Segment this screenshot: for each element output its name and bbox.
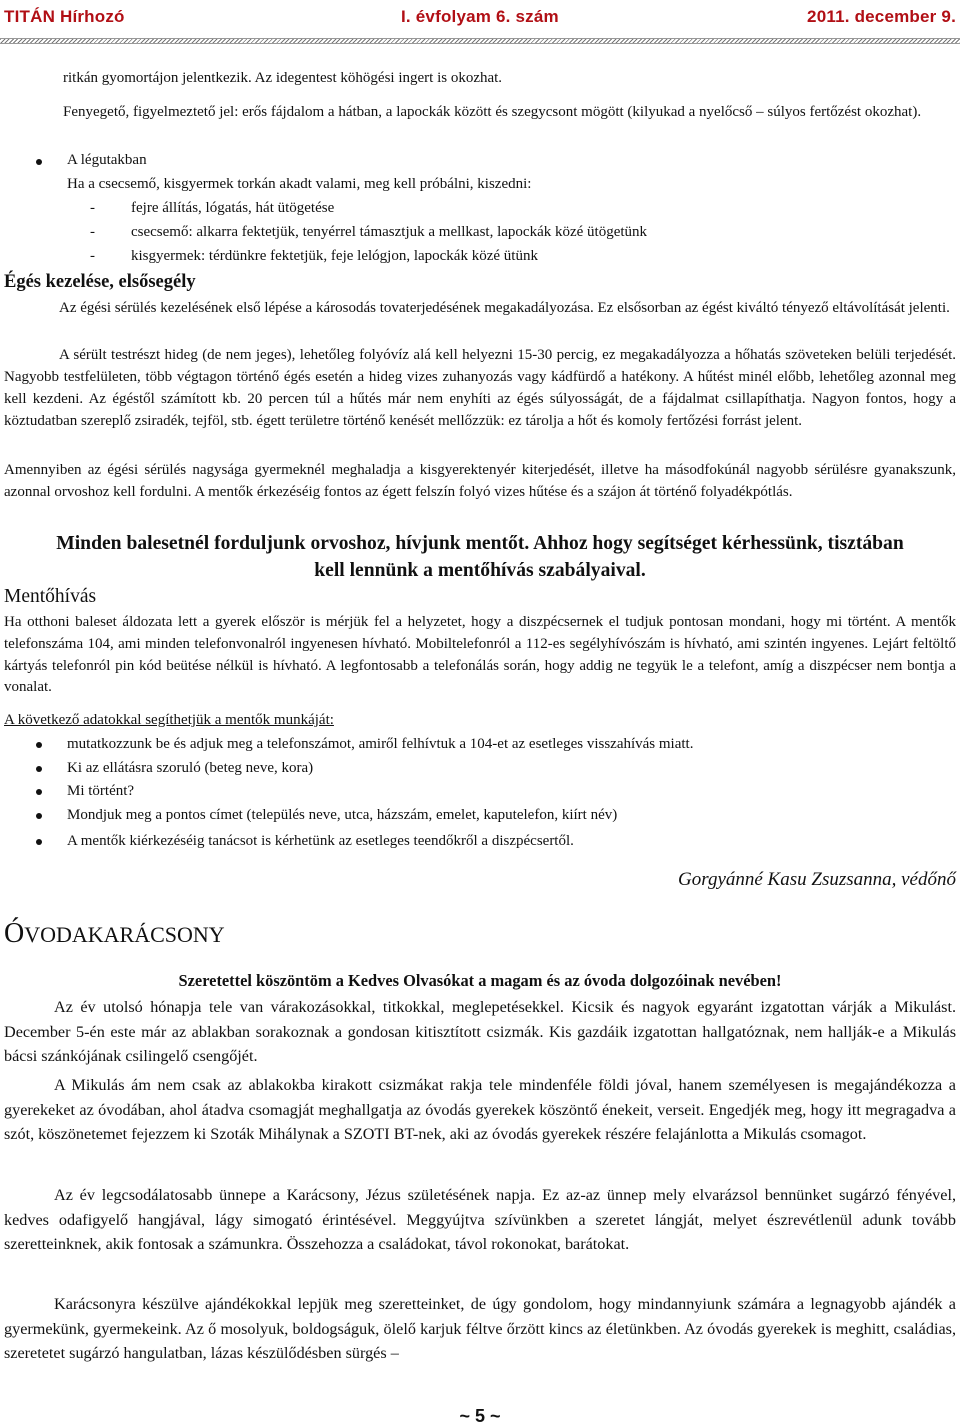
header-divider [0, 38, 960, 44]
kindergarten-paragraph: A Mikulás ám nem csak az ablakokba kirakott csizmákat rakja tele mindenféle földi jóval, hanem személyesen is megajándékozza a gyerekeket az óvodában, ahol átadva csomagját meghallgatja az óvodás gyerekek köszöntő énekeit, verseit. Engedjék meg, hogy itt megragadva a szót, köszönetemet fejezzem ki Szoták Mihálynak a SZOTI BT-nek, aki az óvodás gyerekek részére felajánlotta a Mikulás csomagot. [4, 1076, 956, 1144]
bullet-icon [36, 839, 42, 845]
burn-heading: Égés kezelése, elsősegély [4, 272, 196, 292]
ambulance-list-item: Ki az ellátásra szoruló (beteg neve, kora) [67, 760, 314, 776]
heading-rest: VODAKARÁCSONY [24, 922, 225, 947]
bullet-icon [36, 813, 42, 819]
airway-dash-item: fejre állítás, lógatás, hát ütögetése [131, 200, 335, 216]
text-line: ritkán gyomortájon jelentkezik. Az idegentest köhögési ingert is okozhat. [63, 70, 503, 86]
callout-line-1: Minden balesetnél forduljunk orvoshoz, hívjunk mentőt. Ahhoz hogy segítséget kérhessünk, tisztában [56, 533, 904, 554]
author-signature: Gorgyánné Kasu Zsuzsanna, védőnő [678, 869, 956, 890]
airway-dash-item: csecsemő: alkarra fektetjük, tenyérrel támasztjuk a mellkast, lapockák közé ütögetünk [131, 224, 648, 240]
ambulance-list-item: Mondjuk meg a pontos címet (település neve, utca, házszám, emelet, kaputelefon, kiírt név) [67, 807, 618, 823]
dash-icon: - [90, 248, 95, 264]
dash-icon: - [90, 224, 95, 240]
ambulance-list-title: A következő adatokkal segíthetjük a mentők munkáját: [4, 712, 334, 728]
kindergarten-heading [4, 918, 225, 950]
bullet-icon [36, 159, 42, 165]
warning-paragraph: Fenyegető, figyelmeztető jel: erős fájdalom a hátban, a lapockák között és szegycsont mögött (kilyukad a nyelőcső – súlyos fertőzést okozhat). [63, 104, 922, 120]
issue-number: I. évfolyam 6. szám [401, 7, 559, 26]
airway-dash-item: kisgyermek: térdünkre fektetjük, feje lelógjon, lapockák közé ütünk [131, 248, 538, 264]
dash-icon: - [90, 200, 95, 216]
ambulance-heading: Mentőhívás [4, 586, 97, 607]
kindergarten-paragraph: Karácsonyra készülve ajándékokkal lepjük meg szeretteinket, de úgy gondolom, hogy mindannyiunk számára a legnagyobb ajándék a gyermekünk, gyermekeink. Az ő mosolyuk, boldogságuk, ölelő karjuk féltve őrzött kincs az életünkben. Az óvodás gyerekek is meghitt, családias, szeretetet sugárzó hangulatban, lázas készülődésben sürgés – [4, 1295, 956, 1363]
burn-paragraph-2: A sérült testrészt hideg (de nem jeges), lehetőleg folyóvíz alá kell helyezni 15-30 percig, ez megakadályozza a hőhatás szöveteken belüli terjedését. Nagyobb testfelületen, több végtagon történő égés esetén a hideg vizes zuhanyozás vagy kádfürdő a hatékony. A hűtést minél előbb, lehetőleg azonnal meg kell kezdeni. Az égéstől számított kb. 20 percen túl a hűtés már nem enyhíti az égés súlyosságát, de a fájdalmat csillapíthatja. Nagyon fontos, hogy a köztudatban szereplő zsiradék, tejföl, stb. égett területre történő kenését mellőzzük: ez tárolja a hőt és komoly fertőzési forrást jelent. [4, 347, 956, 429]
burn-paragraph-1: Az égési sérülés kezelésének első lépése a károsodás tovaterjedésének megakadályozása. Ez elsősorban az égést kiváltó tényező eltávolítását jelenti. [59, 300, 950, 316]
greeting-line: Szeretettel köszöntöm a Kedves Olvasókat a magam és az óvoda dolgozóinak nevében! [178, 971, 782, 990]
ambulance-list-item: Mi történt? [67, 783, 135, 799]
airway-bullet: A légutakban [67, 152, 147, 168]
ambulance-list-item: mutatkozzunk be és adjuk meg a telefonszámot, amiről felhívtuk a 104-et az esetleges visszahívás miatt. [67, 736, 694, 752]
kindergarten-paragraph: Az év utolsó hónapja tele van várakozásokkal, titkokkal, meglepetésekkel. Kicsik és nagyok egyaránt izgatottan várják a Mikulást. December 5-én este már az ablakban sorakoznak a gondosan kitisztított csizmák. Kis gazdáik izgatottan hallgatóznak, nem hallják-e a Mikulás bácsi szánkójának csilingelő csengőjét. [4, 998, 956, 1066]
callout-line-2: kell lennünk a mentőhívás szabályaival. [314, 560, 646, 581]
heading-initial: Ó [4, 918, 25, 949]
ambulance-paragraph: Ha otthoni baleset áldozata lett a gyerek először is mérjük fel a helyzetet, hogy a diszpécsernek el tudjuk pontosan mondani, hogy mi történt. A mentők telefonszáma 104, ami minden telefonvonalról ingyenesen hívható. Mobiltelefonról a 112-es segélyhívószám is hívható, ami szintén ingyenes. Lejárt feltöltő kártyás telefonról pin kód beütése nélkül is hívható. A legfontosabb a telefonálás során, hogy addig ne tegyük le a telefont, amíg a diszpécser nem bontja a vonalat. [4, 614, 956, 696]
bullet-icon [36, 766, 42, 772]
kindergarten-paragraph: Az év legcsodálatosabb ünnepe a Karácsony, Jézus születésének napja. Ez az-az ünnep mely elvarázsol bennünket sugárzó fényével, kedves odafigyelő hangjával, lágy simogató érintésével. Meggyújtva szívünkben a szeretet lángját, melyet észrevétlenül adunk tovább szeretteinknek, akik fontosak a számunkra. Összehozza a családokat, távol rokonokat, barátokat. [4, 1186, 956, 1254]
burn-paragraph-3: Amennyiben az égési sérülés nagysága gyermeknél meghaladja a kisgyerektenyér kiterjedését, illetve ha másodfokúnál nagyobb sérülésre gyanakszunk, azonnal orvoshoz kell fordulni. A mentők érkezéséig fontos az égett felszín folyó vizes hűtése és a szájon át történő folyadékpótlás. [4, 462, 956, 500]
page-header [0, 0, 960, 38]
publication-title: TITÁN Hírhozó [4, 7, 125, 26]
bullet-icon [36, 742, 42, 748]
ambulance-list-item: A mentők kiérkezéséig tanácsot is kérhetünk az esetleges teendőkről a diszpécsertől. [67, 833, 574, 849]
page-number: ~ 5 ~ [459, 1406, 501, 1426]
bullet-icon [36, 789, 42, 795]
issue-date: 2011. december 9. [807, 7, 956, 26]
airway-intro: Ha a csecsemő, kisgyermek torkán akadt valami, meg kell próbálni, kiszedni: [67, 176, 532, 192]
